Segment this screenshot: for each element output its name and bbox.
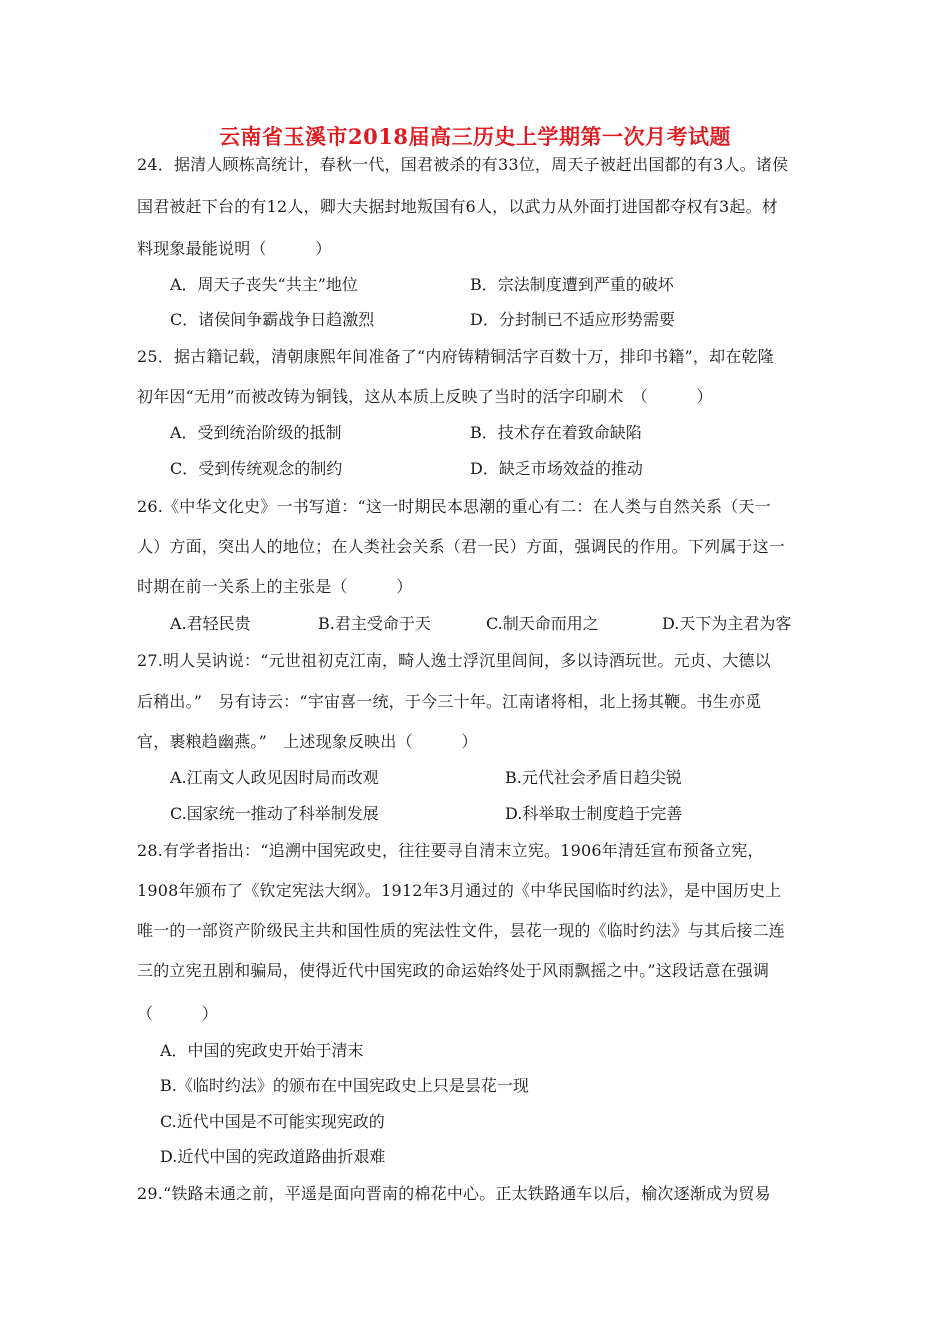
question-text-line: 人）方面，突出人的地位；在人类社会关系（君一民）方面，强调民的作用。下列属于这一 <box>137 537 786 556</box>
option-d: D.天下为主君为客 <box>662 614 792 633</box>
option-b: B．宗法制度遭到严重的破坏 <box>470 275 674 294</box>
option-a: A．受到统治阶级的抵制 <box>170 423 342 442</box>
option-d: D．缺乏市场效益的推动 <box>470 459 643 478</box>
option-b: B.元代社会矛盾日趋尖锐 <box>505 768 682 787</box>
question-text-line: 料现象最能说明（ ） <box>137 239 332 258</box>
question-text-line: 1908年颁布了《钦定宪法大纲》。1912年3月通过的《中华民国临时约法》，是中国历史上 <box>137 881 782 900</box>
option-d: D.科举取士制度趋于完善 <box>505 804 683 823</box>
option-d: D．分封制已不适应形势需要 <box>470 310 675 329</box>
question-text-line: 25．据古籍记载，清朝康熙年间准备了“内府铸精铜活字百数十万，排印书籍”，却在乾隆 <box>137 347 774 366</box>
option-b: B．技术存在着致命缺陷 <box>470 423 642 442</box>
question-text-line: 28.有学者指出：“追溯中国宪政史，往往要寻自清末立宪。1906年清廷宣布预备立宪， <box>137 841 764 860</box>
question-text-line: 时期在前一关系上的主张是（ ） <box>137 577 413 596</box>
question-text-line: （ ） <box>137 1004 219 1023</box>
option-c: C.国家统一推动了科举制发展 <box>170 804 379 823</box>
question-text-line: 27.明人吴讷说：“元世祖初克江南，畸人逸士浮沉里闾间，多以诗酒玩世。元贞、大德以 <box>137 651 771 670</box>
page-title: 云南省玉溪市2018届高三历史上学期第一次月考试题 <box>219 124 731 149</box>
option-c: C．诸侯间争霸战争日趋激烈 <box>170 310 375 329</box>
option-c: C．受到传统观念的制约 <box>170 459 343 478</box>
option-c: C.制天命而用之 <box>486 614 599 633</box>
question-text-line: 26.《中华文化史》一书写道：“这一时期民本思潮的重心有二：在人类与自然关系（天一 <box>137 497 771 516</box>
option-a: A．周天子丧失“共主”地位 <box>170 275 358 294</box>
option-a: A.江南文人政见因时局而改观 <box>170 768 379 787</box>
question-text-line: 唯一的一部资产阶级民主共和国性质的宪法性文件，昙花一现的《临时约法》与其后接二连 <box>137 921 786 940</box>
question-text-line: 国君被赶下台的有12人，卿大夫据封地叛国有6人，以武力从外面打进国都夺权有3起。材 <box>137 197 778 216</box>
option-a: A．中国的宪政史开始于清末 <box>160 1041 364 1060</box>
question-text-line: 官，裹粮趋幽燕。” 上述现象反映出（ ） <box>137 732 478 751</box>
option-b: B.《临时约法》的颁布在中国宪政史上只是昙花一现 <box>160 1076 529 1095</box>
question-text-line: 后稍出。” 另有诗云：“宇宙喜一统，于今三十年。江南诸将相，北上扬其鞭。书生亦觅 <box>137 692 762 711</box>
option-b: B.君主受命于天 <box>318 614 431 633</box>
option-c: C.近代中国是不可能实现宪政的 <box>160 1112 385 1131</box>
option-d: D.近代中国的宪政道路曲折艰难 <box>160 1147 386 1166</box>
question-text-line: 29.“铁路未通之前，平遥是面向晋南的棉花中心。正太铁路通车以后，榆次逐渐成为贸易 <box>137 1184 771 1203</box>
option-a: A.君轻民贵 <box>170 614 251 633</box>
question-text-line: 初年因“无用”而被改铸为铜钱，这从本质上反映了当时的活字印刷术 （ ） <box>137 387 713 406</box>
question-text-line: 三的立宪丑剧和骗局，使得近代中国宪政的命运始终处于风雨飘摇之中。”这段话意在强调 <box>137 961 770 980</box>
question-text-line: 24．据清人顾栋高统计，春秋一代，国君被杀的有33位，周天子被赶出国都的有3人。诸侯 <box>137 155 789 174</box>
